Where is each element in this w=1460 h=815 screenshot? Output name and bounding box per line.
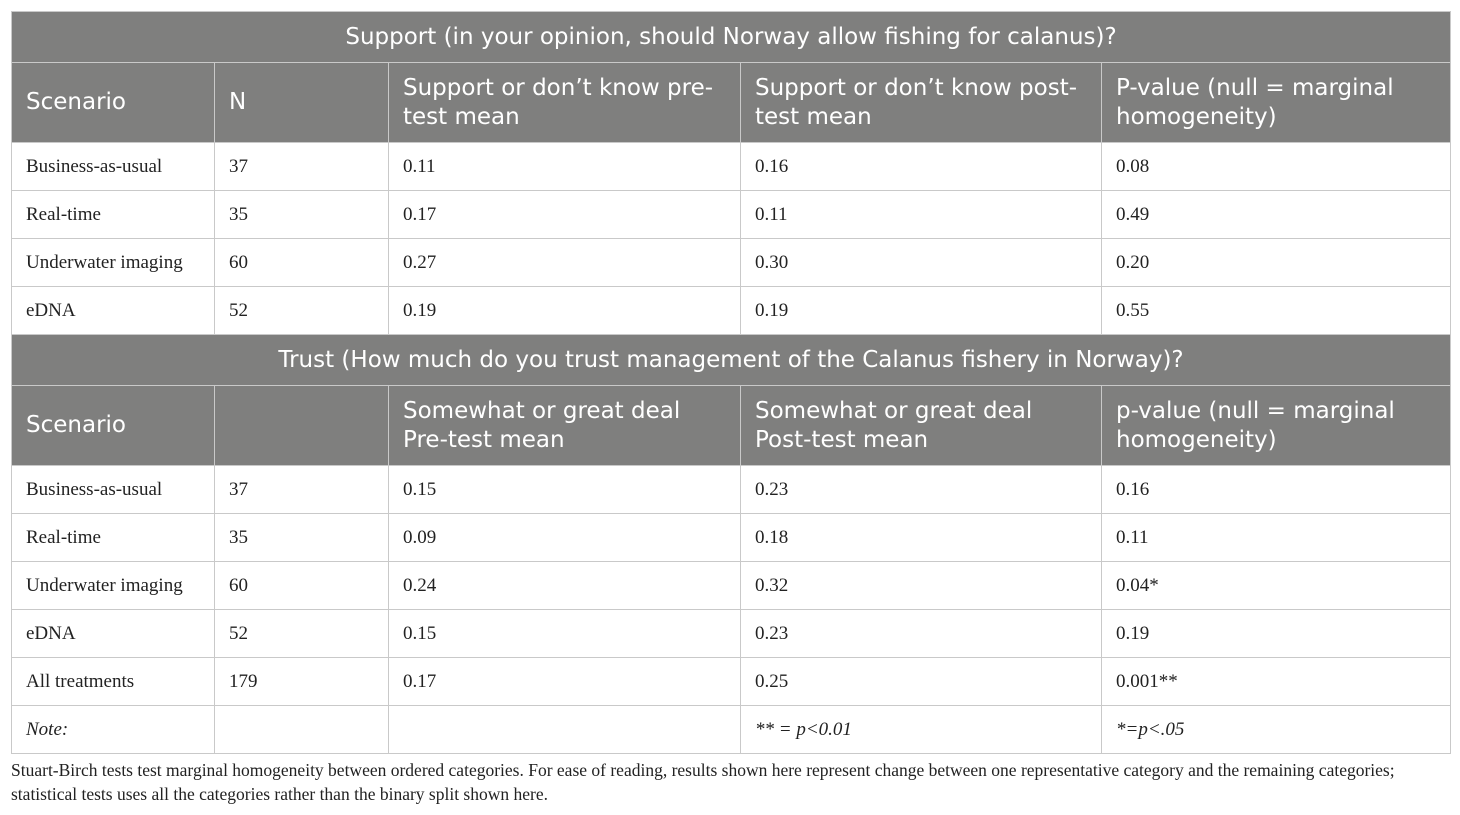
table-cell: Business-as-usual [12,466,215,514]
table-cell: 0.11 [389,143,741,191]
table-cell: Underwater imaging [12,239,215,287]
table-cell: 0.19 [1102,610,1451,658]
table-cell: 0.001** [1102,658,1451,706]
table-cell: 0.19 [389,287,741,335]
column-header: Support or don’t know pre-test mean [389,63,741,143]
table-cell: 0.18 [741,514,1102,562]
table-cell: 179 [215,658,389,706]
table-cell: 0.20 [1102,239,1451,287]
table-cell: 0.04* [1102,562,1451,610]
table-cell: 0.17 [389,191,741,239]
table-cell: 0.15 [389,610,741,658]
column-header: Scenario [12,386,215,466]
table-cell: 0.09 [389,514,741,562]
table-cell: 0.25 [741,658,1102,706]
note-cell [215,706,389,754]
table-cell: Real-time [12,514,215,562]
trust-section-title: Trust (How much do you trust management of the Calanus fishery in Norway)? [12,335,1451,386]
column-header: p-value (null = marginal homogeneity) [1102,386,1451,466]
table-cell: Business-as-usual [12,143,215,191]
table-cell: 0.16 [1102,466,1451,514]
table-cell: 0.19 [741,287,1102,335]
table-row [12,466,1451,514]
table-cell: 52 [215,610,389,658]
column-header: Somewhat or great deal Pre-test mean [389,386,741,466]
note-label: Note: [12,706,215,754]
column-header [215,386,389,466]
table-cell: Real-time [12,191,215,239]
table-row [12,143,1451,191]
table-cell: 0.17 [389,658,741,706]
table-cell: 52 [215,287,389,335]
table-cell: 35 [215,191,389,239]
section-title-row [12,12,1451,63]
note-significance-05: *=p<.05 [1102,706,1451,754]
table-row [12,191,1451,239]
table-cell: 0.23 [741,466,1102,514]
table-cell: 0.55 [1102,287,1451,335]
table-footnote: Stuart-Birch tests test marginal homogeneity between ordered categories. For ease of reading, results shown here represent change between one representative category and the remaining categories; statistical tests uses all the categories rather than the binary split shown here. [11,760,1395,804]
table-row [12,514,1451,562]
note-cell [389,706,741,754]
support-section-title: Support (in your opinion, should Norway allow fishing for calanus)? [12,12,1451,63]
table-cell: Underwater imaging [12,562,215,610]
table-cell: 37 [215,466,389,514]
section-title-row [12,335,1451,386]
column-header: P-value (null = marginal homogeneity) [1102,63,1451,143]
table-cell: 0.30 [741,239,1102,287]
header-row [12,63,1451,143]
table-cell: 0.16 [741,143,1102,191]
table-cell: 35 [215,514,389,562]
table-cell: 0.24 [389,562,741,610]
column-header: Scenario [12,63,215,143]
table-cell: 0.15 [389,466,741,514]
table-row [12,658,1451,706]
table-cell: eDNA [12,287,215,335]
header-row [12,386,1451,466]
column-header: N [215,63,389,143]
table-cell: 60 [215,562,389,610]
column-header: Somewhat or great deal Post-test mean [741,386,1102,466]
results-table [11,11,1451,754]
table-cell: eDNA [12,610,215,658]
column-header: Support or don’t know post-test mean [741,63,1102,143]
table-cell: 37 [215,143,389,191]
table-cell: 0.49 [1102,191,1451,239]
table-row [12,239,1451,287]
table-row [12,287,1451,335]
note-row [12,706,1451,754]
table-cell: 60 [215,239,389,287]
table-cell: 0.32 [741,562,1102,610]
table-cell: All treatments [12,658,215,706]
table-row [12,610,1451,658]
table-cell: 0.11 [741,191,1102,239]
table-cell: 0.11 [1102,514,1451,562]
table-cell: 0.08 [1102,143,1451,191]
table-cell: 0.23 [741,610,1102,658]
note-significance-01: ** = p<0.01 [741,706,1102,754]
table-row [12,562,1451,610]
table-cell: 0.27 [389,239,741,287]
